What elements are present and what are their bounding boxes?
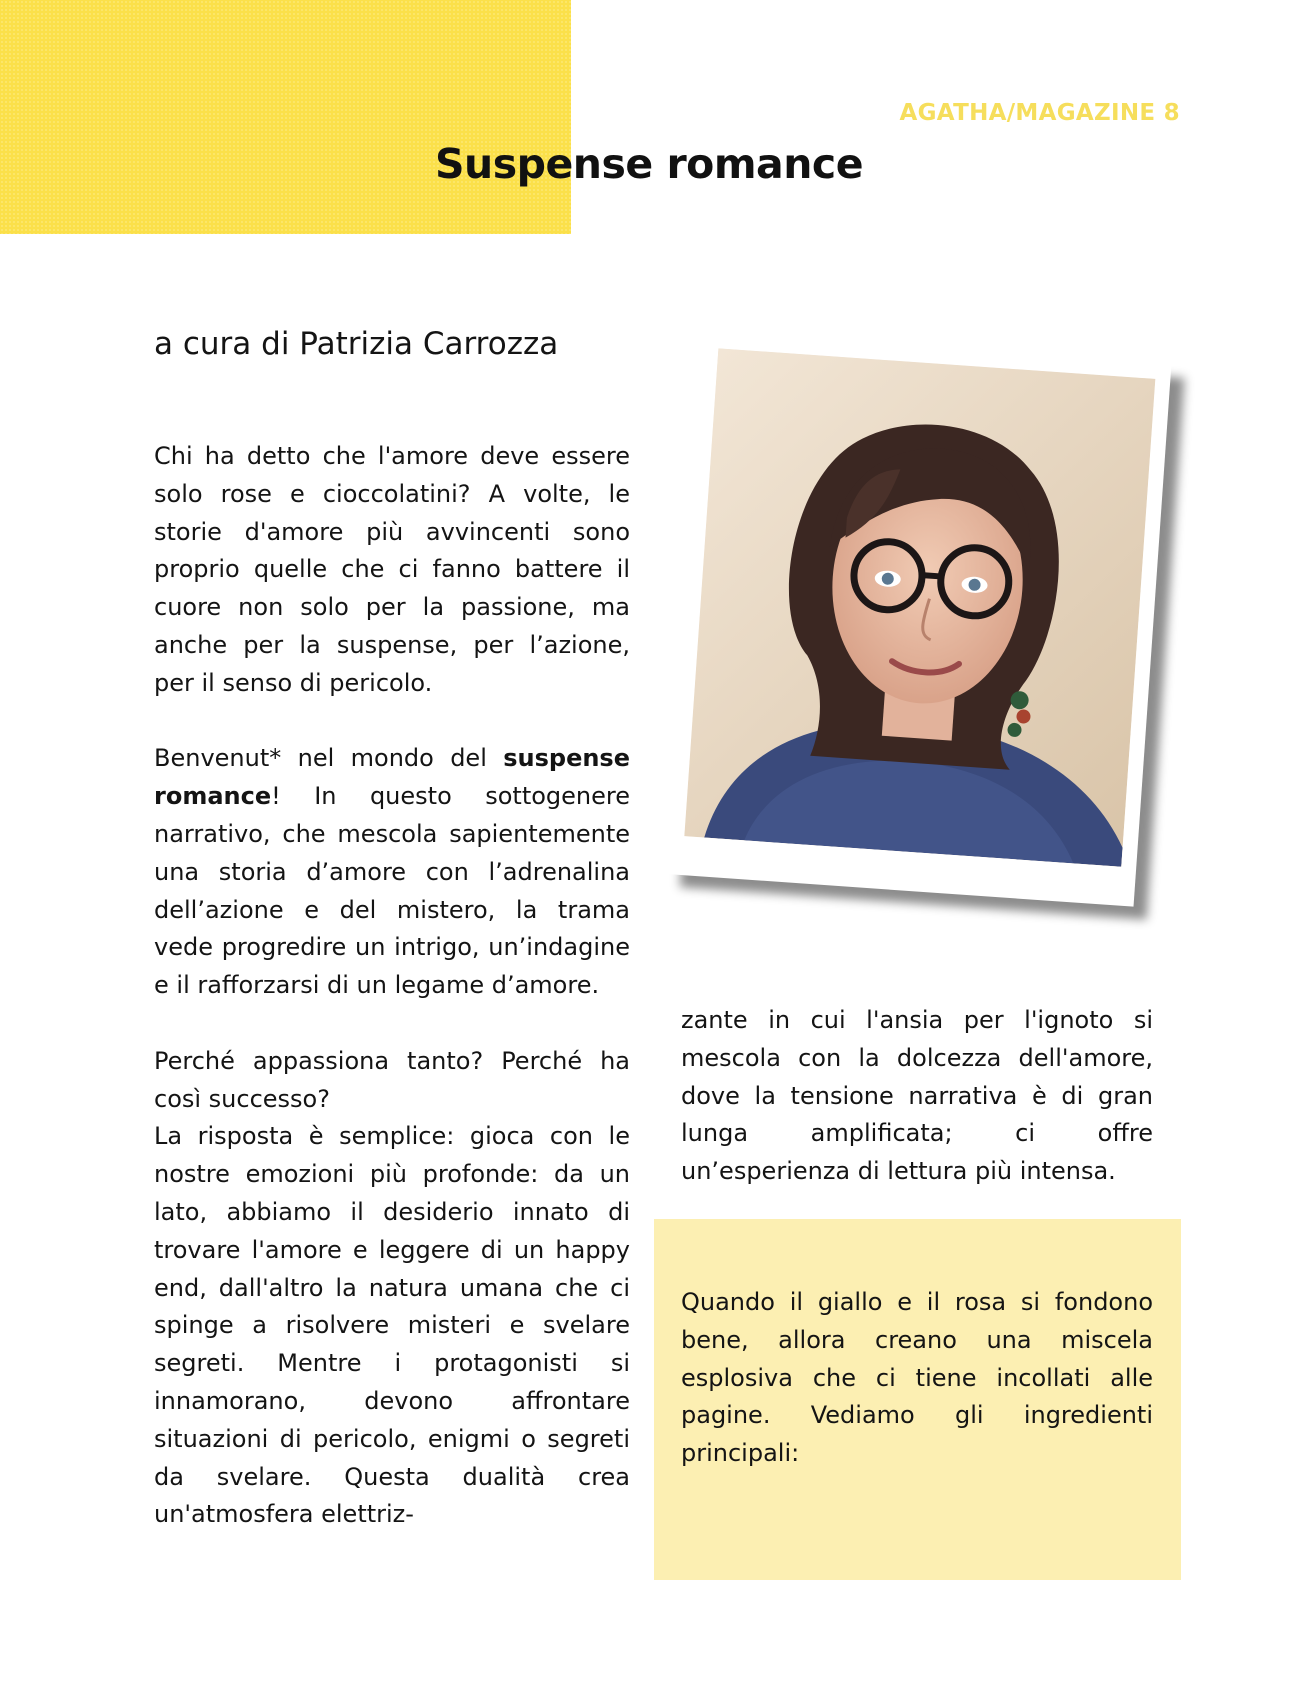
right-column <box>681 1002 1153 1191</box>
page-title: Suspense romance <box>435 140 864 188</box>
paragraph-welcome <box>154 740 630 1005</box>
paragraph-answer: La risposta è semplice: gioca con le nostre emozioni più profonde: da un lato, abbiamo il desiderio innato di trovare l'amore e leggere di un happy end, dall'altro la natura umana che ci spinge a risolvere misteri e svelare segreti. Mentre i protagonisti si innamorano, devono affrontare situazioni di pericolo, enigmi o segreti da svelare. Questa dualità crea un'atmosfera elettriz- <box>154 1122 630 1529</box>
paragraph-continuation: zante in cui l'ansia per l'ignoto si mescola con la dolcezza dell'amore, dove la tensione narrativa è di gran lunga amplificata; ci offre un’esperienza di lettura più intensa. <box>681 1006 1153 1186</box>
portrait-illustration <box>684 348 1155 866</box>
callout-box <box>654 1219 1181 1580</box>
byline: a cura di Patrizia Carrozza <box>154 326 559 362</box>
welcome-text-end: ! In questo sottogenere narrativo, che mescola sapientemente una storia d’amore con l’adrenalina dell’azione e del mistero, la trama vede progredire un intrigo, un’indagine e il rafforzarsi di un legame d’amore. <box>154 782 630 1000</box>
issue-label: AGATHA/MAGAZINE 8 <box>899 100 1180 126</box>
header-yellow-block <box>0 0 571 234</box>
paragraph-question: Perché appassiona tanto? Perché ha così successo? <box>154 1046 630 1113</box>
author-photo <box>684 348 1155 866</box>
genre-name-bold: suspense romance <box>154 744 630 811</box>
welcome-text-start: Benvenut* nel mondo del <box>154 744 504 773</box>
left-column <box>154 438 630 1534</box>
author-photo-frame <box>667 332 1172 906</box>
paragraph-intro: Chi ha detto che l'amore deve essere solo rose e cioccolatini? A volte, le storie d'amore più avvincenti sono proprio quelle che ci fanno battere il cuore non solo per la passione, ma anche per la suspense, per l’azione, per il senso di pericolo. <box>154 442 630 697</box>
callout-text: Quando il giallo e il rosa si fondono bene, allora creano una miscela esplosiva che ci tiene incollati alle pagine. Vediamo gli ingredienti principali: <box>681 1288 1153 1468</box>
